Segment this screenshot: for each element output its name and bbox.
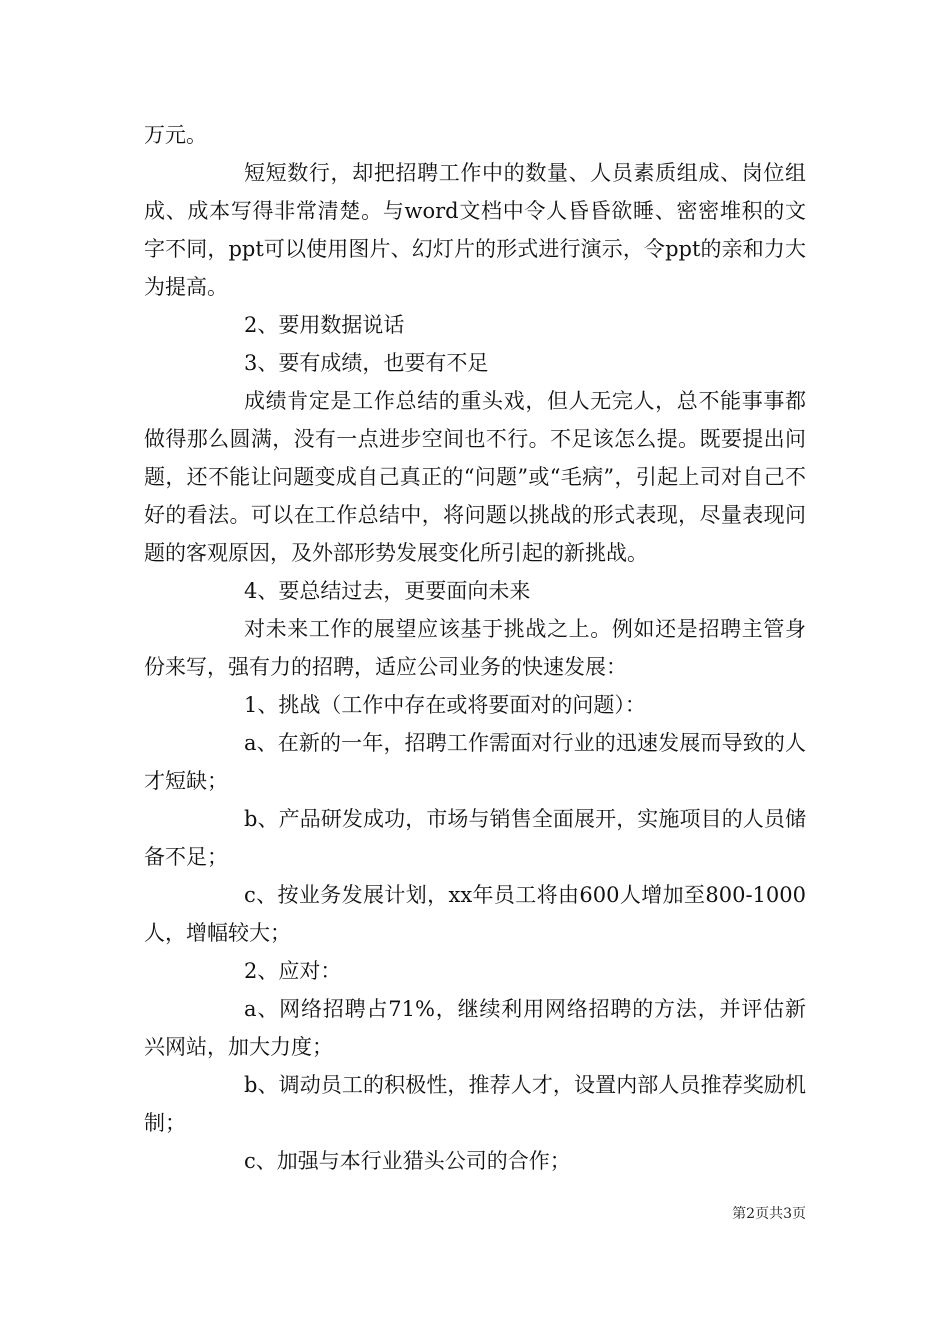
list-heading: 4、要总结过去，更要面向未来	[244, 579, 531, 603]
paragraph: 对未来工作的展望应该基于挑战之上。例如还是招聘主管身份来写，强有力的招聘，适应公司业务的快速发展：	[144, 617, 806, 679]
list-heading: 3、要有成绩，也要有不足	[244, 351, 489, 375]
list-item: b、产品研发成功，市场与销售全面展开，实施项目的人员储备不足；	[144, 807, 806, 869]
list-item: a、在新的一年，招聘工作需面对行业的迅速发展而导致的人才短缺；	[144, 731, 806, 793]
list-heading: 2、应对：	[244, 959, 342, 983]
paragraph: 成绩肯定是工作总结的重头戏，但人无完人，总不能事事都做得那么圆满，没有一点进步空间也不行。不足该怎么提。既要提出问题，还不能让问题变成自己真正的“问题”或“毛病”，引起上司对自己不好的看法。可以在工作总结中，将问题以挑战的形式表现，尽量表现问题的客观原因，及外部形势发展变化所引起的新挑战。	[144, 389, 806, 565]
list-heading: 1、挑战（工作中存在或将要面对的问题）：	[244, 693, 646, 717]
document-body	[144, 116, 806, 1180]
paragraph: 万元。	[144, 123, 207, 147]
list-item: c、加强与本行业猎头公司的合作；	[244, 1149, 571, 1173]
list-item: a、网络招聘占71%，继续利用网络招聘的方法，并评估新兴网站，加大力度；	[144, 997, 806, 1059]
paragraph: 短短数行，却把招聘工作中的数量、人员素质组成、岗位组成、成本写得非常清楚。与word文档中令人昏昏欲睡、密密堆积的文字不同，ppt可以使用图片、幻灯片的形式进行演示，令ppt的亲和力大为提高。	[144, 161, 806, 299]
list-heading: 2、要用数据说话	[244, 313, 405, 337]
list-item: c、按业务发展计划，xx年员工将由600人增加至800-1000人，增幅较大；	[144, 883, 806, 945]
page-number-footer: 第2页共3页	[732, 1206, 806, 1222]
list-item: b、调动员工的积极性，推荐人才，设置内部人员推荐奖励机制；	[144, 1073, 806, 1135]
